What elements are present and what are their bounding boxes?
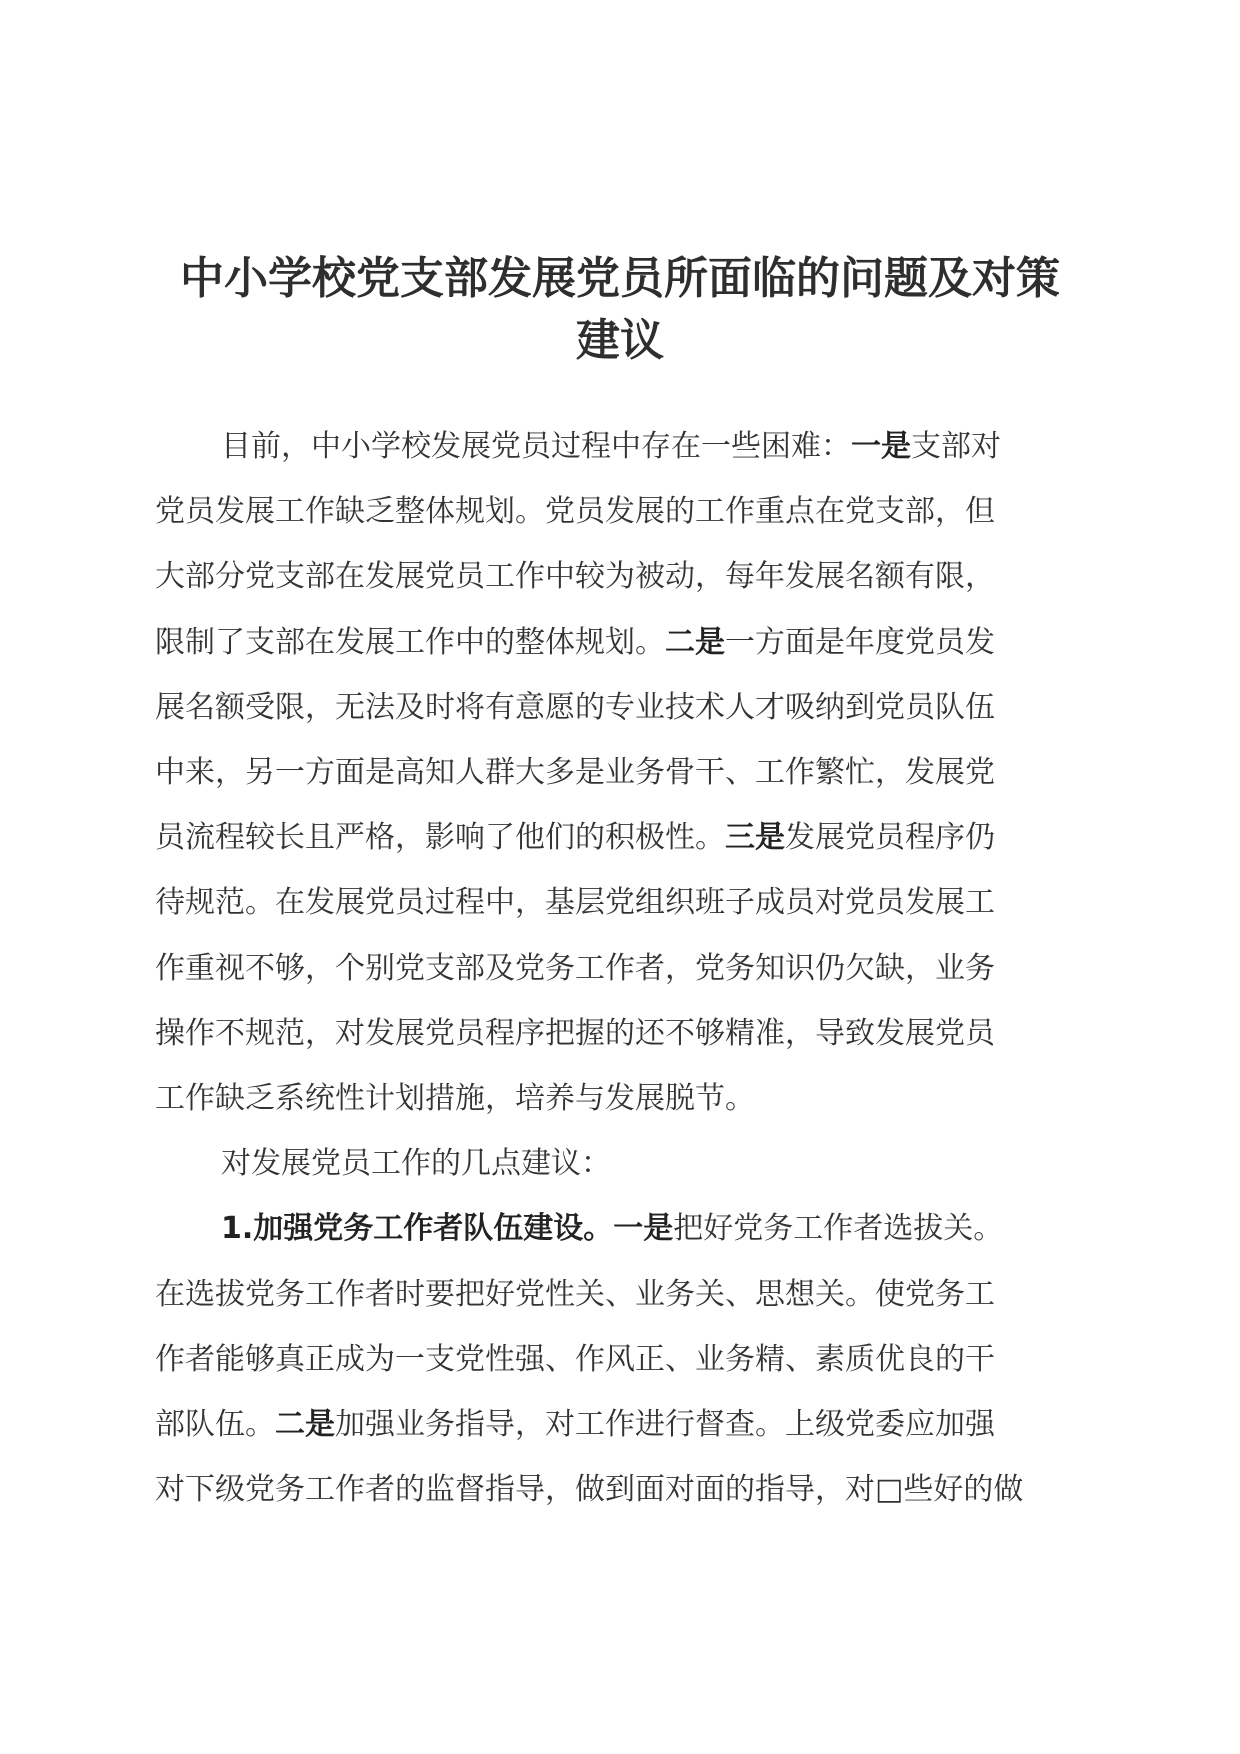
document-body bbox=[155, 414, 1085, 1522]
text-run: 对下级党务工作者的监督指导，做到面对面的指导，对□些好的做 bbox=[155, 1472, 1024, 1508]
text-run: 展名额受限，无法及时将有意愿的专业技术人才吸纳到党员队伍 bbox=[155, 689, 995, 725]
text-run: 党员发展工作缺乏整体规划。党员发展的工作重点在党支部，但 bbox=[155, 494, 995, 530]
text-line bbox=[155, 1196, 1085, 1261]
text-line bbox=[155, 414, 1085, 479]
text-line bbox=[155, 1066, 1085, 1131]
text-run: 支部对 bbox=[911, 429, 1001, 464]
text-run: 部队伍。 bbox=[155, 1407, 275, 1443]
text-run: 发展党员程序仍 bbox=[785, 820, 995, 856]
paragraph bbox=[155, 1131, 1085, 1196]
text-run: 加强业务指导，对工作进行督查。上级党委应加强 bbox=[335, 1407, 995, 1443]
bold-text: 1.加强党务工作者队伍建设。 bbox=[221, 1211, 614, 1247]
text-run: 作重视不够，个别党支部及党务工作者，党务知识仍欠缺，业务 bbox=[155, 950, 995, 986]
text-line bbox=[155, 1392, 1085, 1457]
title-line: 中小学校党支部发展党员所面临的问题及对策 bbox=[180, 253, 1060, 304]
document-title bbox=[140, 248, 1100, 372]
text-run: 员流程较长且严格，影响了他们的积极性。 bbox=[155, 820, 725, 856]
bold-text: 一是 bbox=[613, 1211, 674, 1247]
text-line bbox=[155, 870, 1085, 935]
text-line bbox=[155, 610, 1085, 675]
text-line bbox=[155, 1262, 1085, 1327]
text-line bbox=[155, 740, 1085, 805]
text-line bbox=[155, 936, 1085, 1001]
bold-text: 一是 bbox=[851, 429, 911, 464]
text-line bbox=[155, 479, 1085, 544]
bold-text: 二是 bbox=[665, 624, 725, 660]
text-run: 操作不规范，对发展党员程序把握的还不够精准，导致发展党员 bbox=[155, 1015, 995, 1051]
text-run: 一方面是年度党员发 bbox=[725, 624, 995, 660]
text-line bbox=[155, 675, 1085, 740]
text-line bbox=[155, 805, 1085, 870]
bold-text: 二是 bbox=[275, 1407, 335, 1443]
text-run: 工作缺乏系统性计划措施，培养与发展脱节。 bbox=[155, 1081, 755, 1117]
bold-text: 三是 bbox=[725, 820, 785, 856]
text-line bbox=[155, 1131, 1085, 1196]
text-run: 对发展党员工作的几点建议： bbox=[221, 1146, 611, 1182]
text-line bbox=[155, 1001, 1085, 1066]
text-line bbox=[155, 1457, 1085, 1522]
text-run: 在选拔党务工作者时要把好党性关、业务关、思想关。使党务工 bbox=[155, 1276, 995, 1312]
paragraph bbox=[155, 1196, 1085, 1522]
text-run: 待规范。在发展党员过程中，基层党组织班子成员对党员发展工 bbox=[155, 885, 995, 921]
paragraph bbox=[155, 414, 1085, 1131]
text-run: 作者能够真正成为一支党性强、作风正、业务精、素质优良的干 bbox=[155, 1341, 995, 1377]
title-line: 建议 bbox=[576, 315, 664, 366]
text-run: 目前，中小学校发展党员过程中存在一些困难： bbox=[221, 429, 851, 464]
text-run: 中来，另一方面是高知人群大多是业务骨干、工作繁忙，发展党 bbox=[155, 755, 995, 791]
text-run: 大部分党支部在发展党员工作中较为被动，每年发展名额有限， bbox=[155, 559, 995, 595]
text-run: 限制了支部在发展工作中的整体规划。 bbox=[155, 624, 665, 660]
text-line bbox=[155, 1327, 1085, 1392]
text-line bbox=[155, 544, 1085, 609]
text-run: 把好党务工作者选拔关。 bbox=[673, 1211, 1004, 1247]
